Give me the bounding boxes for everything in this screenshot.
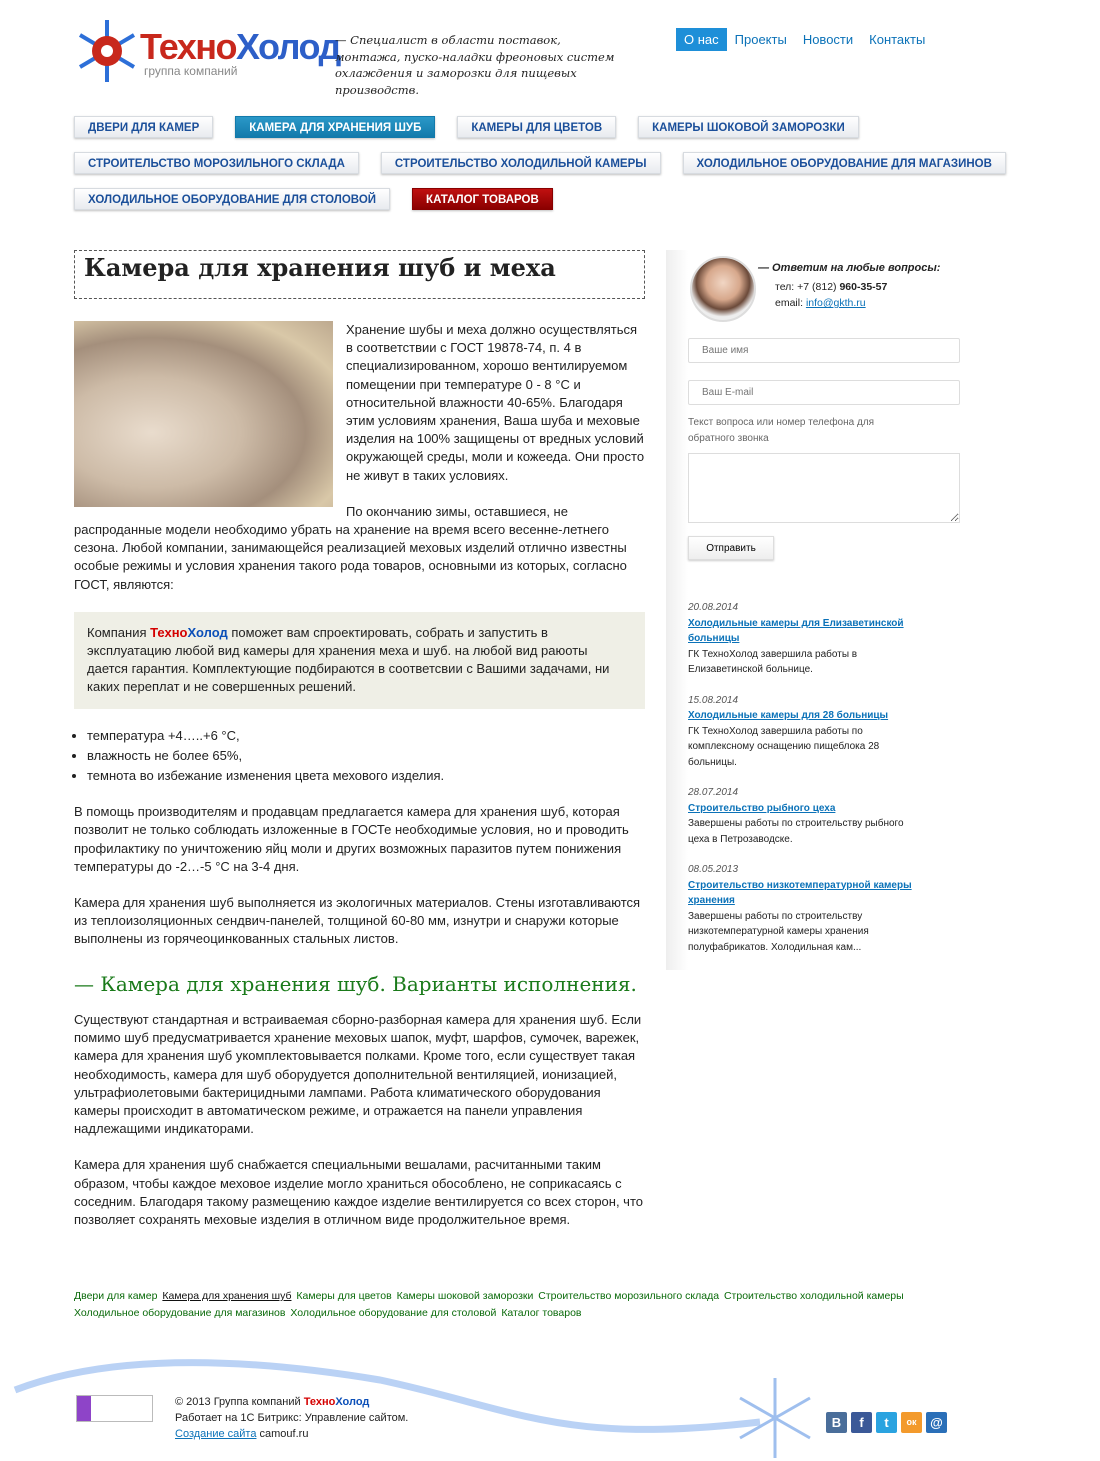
news-link[interactable]: Строительство рыбного цеха (688, 802, 836, 814)
social-links (826, 1412, 947, 1433)
topnav-contacts[interactable]: Контакты (869, 32, 926, 47)
vk-icon[interactable]: В (826, 1412, 847, 1433)
footer-link[interactable]: Двери для камер (74, 1290, 158, 1302)
list-item: • темнота во избежание изменения цвета мехового изделия. (87, 767, 645, 785)
name-input[interactable] (688, 338, 960, 363)
footer-link[interactable]: Камера для хранения шуб (162, 1290, 292, 1302)
section-heading: — Камера для хранения шуб. Варианты исполнения. (74, 971, 637, 996)
news-item: 15.08.2014 Холодильные камеры для 28 больницы ГК ТехноХолод завершила работы по комплексному оснащению пищеблока 28 больницы. (688, 693, 918, 771)
sidebar (666, 250, 976, 970)
menu-shock-freeze[interactable]: КАМЕРЫ ШОКОВОЙ ЗАМОРОЗКИ (638, 116, 859, 138)
main-content (74, 250, 645, 1247)
menu-catalog[interactable]: КАТАЛОГ ТОВАРОВ (412, 188, 553, 210)
snowflake-gear-icon (76, 18, 138, 84)
footer-link[interactable]: Строительство холодильной камеры (723, 1290, 904, 1302)
news-item: 28.07.2014 Строительство рыбного цеха Завершены работы по строительству рыбного цеха в Петрозаводске. (688, 785, 918, 847)
email-link[interactable]: info@gkth.ru (805, 297, 866, 309)
visit-counter[interactable] (76, 1395, 153, 1422)
email: email: info@gkth.ru (775, 297, 866, 309)
snowflake-icon (740, 1378, 810, 1458)
phone: тел: +7 (812) 960-35-57 (775, 281, 888, 293)
menu-cold-room[interactable]: СТРОИТЕЛЬСТВО ХОЛОДИЛЬНОЙ КАМЕРЫ (381, 152, 661, 174)
odnoklassniki-icon[interactable]: ок (901, 1412, 922, 1433)
mailru-icon[interactable]: @ (926, 1412, 947, 1433)
list-item: • температура +4…..+6 °С, (87, 727, 645, 745)
top-nav (676, 28, 933, 51)
paragraph: По окончанию зимы, оставшиеся, не распроданные модели необходимо убрать на хранение на время всего весенне-летнего сезона. Любой компании, занимающейся реализацией меховых изделий отлично известны особые режимы и условия хранения такого рода товаров, основными из которых, согласно ГОСТ, являются: (74, 503, 627, 592)
paragraph: Камера для хранения шуб снабжается специальными вешалами, расчитанными таким образом, чтобы каждое меховое изделие могло храниться обособлено, не соприкасаясь с соседним. Благодаря такому размещению каждое изделие вентилируется со всех сторон, что позволяет сохранять меховые изделия в отличном виде продолжительное время. (74, 1157, 643, 1227)
topnav-projects[interactable]: Проекты (734, 32, 787, 47)
footer-link[interactable]: Каталог товаров (501, 1306, 582, 1319)
ask-heading: — Ответим на любые вопросы: (758, 262, 941, 274)
footer-link[interactable]: Холодильное оборудование для магазинов (74, 1306, 286, 1319)
topnav-news[interactable]: Новости (802, 32, 854, 47)
question-textarea[interactable] (688, 453, 960, 523)
menu-fur-storage[interactable]: КАМЕРА ДЛЯ ХРАНЕНИЯ ШУБ (235, 116, 435, 138)
paragraph: Существуют стандартная и встраиваемая сборно-разборная камера для хранения шуб. Если помимо шуб предусматривается хранение меховых шапок, муфт, шарфов, сумочек, варежек, камера для хранения шуб укомплектовывается полками. Кроме того, если существует такая необходимость, камера для шуб оборудуется дополнительной вентиляцией, ионизацией, ультрафиолетовыми бактерицидными лампами. Работа климатического оборудования камеры происходит в автоматическом режиме, и отражается на панели управления надлежащими индикаторами. (74, 1011, 642, 1137)
operator-avatar (690, 256, 756, 322)
menu-freezer-warehouse[interactable]: СТРОИТЕЛЬСТВО МОРОЗИЛЬНОГО СКЛАДА (74, 152, 359, 174)
footer-link[interactable]: Камеры шоковой заморозки (396, 1290, 534, 1302)
fur-coats-image (74, 321, 333, 507)
page-title: Камера для хранения шуб и меха (74, 250, 645, 299)
menu-doors[interactable]: ДВЕРИ ДЛЯ КАМЕР (74, 116, 213, 138)
news-list (688, 600, 918, 970)
footer-link[interactable]: Холодильное оборудование для столовой (290, 1306, 497, 1319)
news-link[interactable]: Холодильные камеры для Елизаветинской больницы (688, 617, 904, 644)
list-item: • влажность не более 65%, (87, 747, 645, 765)
facebook-icon[interactable]: f (851, 1412, 872, 1433)
footer-link[interactable]: Камеры для цветов (296, 1290, 392, 1302)
menu-flower-chambers[interactable]: КАМЕРЫ ДЛЯ ЦВЕТОВ (457, 116, 616, 138)
news-link[interactable]: Строительство низкотемпературной камеры хранения (688, 879, 912, 906)
news-link[interactable]: Холодильные камеры для 28 больницы (688, 710, 889, 721)
company-note: Компания ТехноХолод поможет вам спроектировать, собрать и запустить в эксплуатацию любой вид камеры для хранения меха и шуб. на любой вид раюоты дается гарантия. Комплектующие подбираются в соответсвии с Вашими задачами, ни каких переплат и не совершенных решений. (74, 612, 645, 709)
paragraph: Хранение шубы и меха должно осуществляться в соответствии с ГОСТ 19878-74, п. 4 в специализированном, хорошо вентилируемом помещении при температуре 0 - 8 °С и относительной влажности 40-65%. Благодаря этим условиям хранения, Ваша шуба и меховые изделия на 100% защищены от вредных условий окружающей среды, моли и кожееда. Они просто не живут в таких условиях. (346, 322, 645, 483)
news-item: 08.05.2013 Строительство низкотемпературной камеры хранения Завершены работы по строительству низкотемпературной камеры хранения полуфабрикатов. Холодильная кам... (688, 862, 918, 955)
footer-link[interactable]: Строительство морозильного склада (538, 1290, 720, 1302)
site-dev-link[interactable]: Создание сайта (175, 1428, 257, 1440)
logo[interactable] (76, 18, 340, 84)
conditions-list (87, 727, 645, 786)
paragraph: Камера для хранения шуб выполняется из экологичных материалов. Стены изготавливаются из теплоизоляционных сендвич-панелей, толщиной 60-80 мм, изнутри и снаружи которые выполнены из горячеоцинкованных стальных листов. (74, 895, 641, 947)
send-button[interactable]: Отправить (688, 536, 774, 560)
tagline: — Специалист в области поставок, монтажа, пуско-наладки фреоновых систем охлаждения и заморозки для пищевых производств. (335, 33, 615, 97)
paragraph: В помощь производителям и продавцам предлагается камера для хранения шуб, которая позволит не только соблюдать изложенные в ГОСТе необходимые условия, но и проводить профилактику по уничтожению яйц моли и других возможных паразитов путем понижения температуры до -2…-5 °С на 3-4 дня. (74, 804, 629, 874)
logo-subtitle: группа компаний (144, 64, 238, 78)
footer-links (74, 1288, 954, 1321)
menu-canteen-equipment[interactable]: ХОЛОДИЛЬНОЕ ОБОРУДОВАНИЕ ДЛЯ СТОЛОВОЙ (74, 188, 390, 210)
question-label: Текст вопроса или номер телефона для обратного звонка (688, 417, 875, 444)
menu-shop-equipment[interactable]: ХОЛОДИЛЬНОЕ ОБОРУДОВАНИЕ ДЛЯ МАГАЗИНОВ (683, 152, 1006, 174)
logo-text: ТехноХолод (140, 26, 340, 67)
email-input[interactable] (688, 380, 960, 405)
copyright: © 2013 Группа компаний ТехноХолод Работает на 1С Битрикс: Управление сайтом. Создание сайта camouf.ru (175, 1396, 409, 1440)
twitter-icon[interactable]: t (876, 1412, 897, 1433)
footer-wave-decoration (0, 1350, 1100, 1460)
main-menu (74, 116, 994, 224)
news-item: 20.08.2014 Холодильные камеры для Елизаветинской больницы ГК ТехноХолод завершила работы в Елизаветинской больнице. (688, 600, 918, 678)
topnav-about[interactable]: О нас (676, 28, 727, 51)
